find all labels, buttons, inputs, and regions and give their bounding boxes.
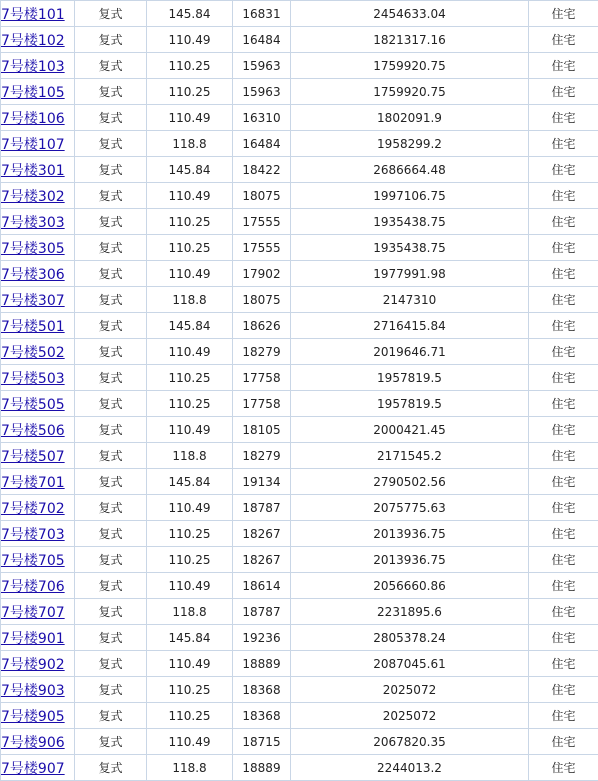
area-cell: 118.8 xyxy=(147,599,233,625)
unit-price-cell: 17758 xyxy=(233,365,291,391)
table-row xyxy=(1,261,598,287)
table-row xyxy=(1,599,598,625)
usage-cell: 住宅 xyxy=(529,703,598,729)
table-body xyxy=(1,1,598,781)
unit-cell[interactable] xyxy=(1,79,75,105)
table-row xyxy=(1,105,598,131)
table-row xyxy=(1,183,598,209)
table-row xyxy=(1,677,598,703)
unit-link[interactable]: 7号楼107 xyxy=(1,136,65,153)
table-row xyxy=(1,755,598,781)
unit-cell[interactable] xyxy=(1,443,75,469)
unit-price-cell: 18267 xyxy=(233,547,291,573)
area-cell: 110.49 xyxy=(147,105,233,131)
unit-price-cell: 18075 xyxy=(233,183,291,209)
unit-type-cell: 复式 xyxy=(75,131,147,157)
usage-cell: 住宅 xyxy=(529,573,598,599)
unit-cell[interactable] xyxy=(1,261,75,287)
table-row xyxy=(1,339,598,365)
unit-cell[interactable] xyxy=(1,521,75,547)
total-price-cell: 2716415.84 xyxy=(291,313,529,339)
total-price-cell: 2000421.45 xyxy=(291,417,529,443)
unit-type-cell: 复式 xyxy=(75,209,147,235)
usage-cell: 住宅 xyxy=(529,313,598,339)
table-row xyxy=(1,235,598,261)
total-price-cell: 2147310 xyxy=(291,287,529,313)
unit-cell[interactable] xyxy=(1,157,75,183)
unit-cell[interactable] xyxy=(1,391,75,417)
unit-type-cell: 复式 xyxy=(75,53,147,79)
usage-cell: 住宅 xyxy=(529,235,598,261)
area-cell: 110.49 xyxy=(147,729,233,755)
unit-link[interactable]: 7号楼702 xyxy=(1,500,65,517)
unit-link[interactable]: 7号楼101 xyxy=(1,6,65,23)
table-row xyxy=(1,469,598,495)
area-cell: 110.25 xyxy=(147,209,233,235)
total-price-cell: 1957819.5 xyxy=(291,391,529,417)
usage-cell: 住宅 xyxy=(529,729,598,755)
unit-price-cell: 18626 xyxy=(233,313,291,339)
unit-price-cell: 17555 xyxy=(233,209,291,235)
total-price-cell: 2805378.24 xyxy=(291,625,529,651)
area-cell: 110.49 xyxy=(147,27,233,53)
total-price-cell: 2686664.48 xyxy=(291,157,529,183)
unit-cell[interactable] xyxy=(1,27,75,53)
unit-link[interactable]: 7号楼306 xyxy=(1,266,65,283)
unit-price-cell: 18614 xyxy=(233,573,291,599)
unit-type-cell: 复式 xyxy=(75,235,147,261)
area-cell: 110.25 xyxy=(147,703,233,729)
total-price-cell: 1957819.5 xyxy=(291,365,529,391)
usage-cell: 住宅 xyxy=(529,1,598,27)
unit-link[interactable]: 7号楼301 xyxy=(1,162,65,179)
unit-link[interactable]: 7号楼707 xyxy=(1,604,65,621)
area-cell: 110.49 xyxy=(147,417,233,443)
usage-cell: 住宅 xyxy=(529,287,598,313)
area-cell: 145.84 xyxy=(147,157,233,183)
unit-price-cell: 15963 xyxy=(233,53,291,79)
table-row xyxy=(1,547,598,573)
unit-type-cell: 复式 xyxy=(75,365,147,391)
unit-cell[interactable] xyxy=(1,625,75,651)
unit-cell[interactable] xyxy=(1,599,75,625)
total-price-cell: 2075775.63 xyxy=(291,495,529,521)
usage-cell: 住宅 xyxy=(529,469,598,495)
unit-type-cell: 复式 xyxy=(75,625,147,651)
usage-cell: 住宅 xyxy=(529,157,598,183)
table-row xyxy=(1,27,598,53)
unit-type-cell: 复式 xyxy=(75,105,147,131)
unit-link[interactable]: 7号楼102 xyxy=(1,32,65,49)
unit-cell[interactable] xyxy=(1,365,75,391)
unit-cell[interactable] xyxy=(1,677,75,703)
unit-link[interactable]: 7号楼701 xyxy=(1,474,65,491)
unit-link[interactable]: 7号楼507 xyxy=(1,448,65,465)
usage-cell: 住宅 xyxy=(529,443,598,469)
usage-cell: 住宅 xyxy=(529,53,598,79)
unit-type-cell: 复式 xyxy=(75,755,147,781)
unit-type-cell: 复式 xyxy=(75,79,147,105)
total-price-cell: 1821317.16 xyxy=(291,27,529,53)
unit-cell[interactable] xyxy=(1,209,75,235)
table-row xyxy=(1,1,598,27)
total-price-cell: 2019646.71 xyxy=(291,339,529,365)
area-cell: 145.84 xyxy=(147,469,233,495)
unit-type-cell: 复式 xyxy=(75,157,147,183)
unit-price-cell: 19134 xyxy=(233,469,291,495)
unit-type-cell: 复式 xyxy=(75,1,147,27)
total-price-cell: 2171545.2 xyxy=(291,443,529,469)
unit-price-cell: 18368 xyxy=(233,703,291,729)
table-row xyxy=(1,495,598,521)
unit-cell[interactable] xyxy=(1,573,75,599)
usage-cell: 住宅 xyxy=(529,105,598,131)
total-price-cell: 2013936.75 xyxy=(291,547,529,573)
unit-type-cell: 复式 xyxy=(75,391,147,417)
unit-price-cell: 15963 xyxy=(233,79,291,105)
unit-price-cell: 18889 xyxy=(233,755,291,781)
usage-cell: 住宅 xyxy=(529,365,598,391)
unit-price-cell: 18279 xyxy=(233,443,291,469)
unit-link[interactable]: 7号楼106 xyxy=(1,110,65,127)
area-cell: 118.8 xyxy=(147,443,233,469)
table-row xyxy=(1,443,598,469)
unit-link[interactable]: 7号楼501 xyxy=(1,318,65,335)
usage-cell: 住宅 xyxy=(529,677,598,703)
unit-link[interactable]: 7号楼305 xyxy=(1,240,65,257)
usage-cell: 住宅 xyxy=(529,651,598,677)
unit-type-cell: 复式 xyxy=(75,469,147,495)
usage-cell: 住宅 xyxy=(529,599,598,625)
total-price-cell: 1802091.9 xyxy=(291,105,529,131)
unit-price-cell: 18075 xyxy=(233,287,291,313)
unit-price-cell: 16484 xyxy=(233,27,291,53)
table-row xyxy=(1,573,598,599)
table-row xyxy=(1,53,598,79)
unit-cell[interactable] xyxy=(1,469,75,495)
total-price-cell: 1759920.75 xyxy=(291,79,529,105)
area-cell: 145.84 xyxy=(147,1,233,27)
unit-price-cell: 18787 xyxy=(233,599,291,625)
unit-type-cell: 复式 xyxy=(75,339,147,365)
table-row xyxy=(1,625,598,651)
table-row xyxy=(1,313,598,339)
unit-price-cell: 18787 xyxy=(233,495,291,521)
usage-cell: 住宅 xyxy=(529,79,598,105)
unit-price-cell: 18422 xyxy=(233,157,291,183)
table-row xyxy=(1,703,598,729)
usage-cell: 住宅 xyxy=(529,261,598,287)
table-row xyxy=(1,417,598,443)
total-price-cell: 2013936.75 xyxy=(291,521,529,547)
total-price-cell: 2790502.56 xyxy=(291,469,529,495)
unit-price-cell: 18715 xyxy=(233,729,291,755)
unit-cell[interactable] xyxy=(1,131,75,157)
unit-price-cell: 18889 xyxy=(233,651,291,677)
unit-type-cell: 复式 xyxy=(75,677,147,703)
usage-cell: 住宅 xyxy=(529,417,598,443)
area-cell: 145.84 xyxy=(147,625,233,651)
unit-link[interactable]: 7号楼105 xyxy=(1,84,65,101)
area-cell: 110.49 xyxy=(147,495,233,521)
usage-cell: 住宅 xyxy=(529,209,598,235)
unit-price-cell: 17555 xyxy=(233,235,291,261)
total-price-cell: 2244013.2 xyxy=(291,755,529,781)
table-row xyxy=(1,287,598,313)
unit-cell[interactable] xyxy=(1,1,75,27)
unit-price-cell: 16831 xyxy=(233,1,291,27)
usage-cell: 住宅 xyxy=(529,755,598,781)
unit-price-cell: 18279 xyxy=(233,339,291,365)
area-cell: 110.25 xyxy=(147,391,233,417)
unit-cell[interactable] xyxy=(1,651,75,677)
total-price-cell: 1997106.75 xyxy=(291,183,529,209)
unit-type-cell: 复式 xyxy=(75,703,147,729)
unit-link[interactable]: 7号楼506 xyxy=(1,422,65,439)
unit-cell[interactable] xyxy=(1,755,75,781)
area-cell: 110.25 xyxy=(147,79,233,105)
unit-type-cell: 复式 xyxy=(75,261,147,287)
unit-cell[interactable] xyxy=(1,547,75,573)
usage-cell: 住宅 xyxy=(529,339,598,365)
table-row xyxy=(1,209,598,235)
unit-price-cell: 16484 xyxy=(233,131,291,157)
usage-cell: 住宅 xyxy=(529,547,598,573)
total-price-cell: 2231895.6 xyxy=(291,599,529,625)
area-cell: 110.49 xyxy=(147,651,233,677)
unit-cell[interactable] xyxy=(1,313,75,339)
unit-type-cell: 复式 xyxy=(75,417,147,443)
unit-cell[interactable] xyxy=(1,183,75,209)
table-row xyxy=(1,651,598,677)
unit-type-cell: 复式 xyxy=(75,573,147,599)
unit-link[interactable]: 7号楼502 xyxy=(1,344,65,361)
unit-cell[interactable] xyxy=(1,703,75,729)
unit-link[interactable]: 7号楼903 xyxy=(1,682,65,699)
unit-type-cell: 复式 xyxy=(75,521,147,547)
unit-type-cell: 复式 xyxy=(75,27,147,53)
area-cell: 110.49 xyxy=(147,183,233,209)
unit-price-cell: 17758 xyxy=(233,391,291,417)
unit-type-cell: 复式 xyxy=(75,313,147,339)
table-row xyxy=(1,131,598,157)
table-row xyxy=(1,365,598,391)
table-row xyxy=(1,157,598,183)
area-cell: 110.25 xyxy=(147,677,233,703)
unit-link[interactable]: 7号楼901 xyxy=(1,630,65,647)
usage-cell: 住宅 xyxy=(529,183,598,209)
total-price-cell: 1935438.75 xyxy=(291,235,529,261)
unit-link[interactable]: 7号楼103 xyxy=(1,58,65,75)
unit-link[interactable]: 7号楼906 xyxy=(1,734,65,751)
unit-type-cell: 复式 xyxy=(75,599,147,625)
area-cell: 110.49 xyxy=(147,261,233,287)
area-cell: 145.84 xyxy=(147,313,233,339)
usage-cell: 住宅 xyxy=(529,625,598,651)
unit-link[interactable]: 7号楼907 xyxy=(1,760,65,777)
area-cell: 110.25 xyxy=(147,365,233,391)
unit-link[interactable]: 7号楼706 xyxy=(1,578,65,595)
area-cell: 110.49 xyxy=(147,339,233,365)
table-row xyxy=(1,391,598,417)
table-row xyxy=(1,729,598,755)
unit-link[interactable]: 7号楼303 xyxy=(1,214,65,231)
unit-link[interactable]: 7号楼905 xyxy=(1,708,65,725)
unit-cell[interactable] xyxy=(1,53,75,79)
usage-cell: 住宅 xyxy=(529,495,598,521)
area-cell: 118.8 xyxy=(147,755,233,781)
unit-price-cell: 16310 xyxy=(233,105,291,131)
unit-type-cell: 复式 xyxy=(75,443,147,469)
area-cell: 110.25 xyxy=(147,53,233,79)
total-price-cell: 2025072 xyxy=(291,703,529,729)
total-price-cell: 2067820.35 xyxy=(291,729,529,755)
usage-cell: 住宅 xyxy=(529,27,598,53)
area-cell: 110.25 xyxy=(147,521,233,547)
unit-type-cell: 复式 xyxy=(75,287,147,313)
unit-type-cell: 复式 xyxy=(75,183,147,209)
usage-cell: 住宅 xyxy=(529,521,598,547)
unit-type-cell: 复式 xyxy=(75,651,147,677)
unit-link[interactable]: 7号楼307 xyxy=(1,292,65,309)
unit-price-cell: 17902 xyxy=(233,261,291,287)
unit-cell[interactable] xyxy=(1,287,75,313)
unit-link[interactable]: 7号楼505 xyxy=(1,396,65,413)
total-price-cell: 2087045.61 xyxy=(291,651,529,677)
unit-price-cell: 18368 xyxy=(233,677,291,703)
unit-link[interactable]: 7号楼902 xyxy=(1,656,65,673)
unit-link[interactable]: 7号楼302 xyxy=(1,188,65,205)
unit-type-cell: 复式 xyxy=(75,729,147,755)
area-cell: 118.8 xyxy=(147,131,233,157)
table-row xyxy=(1,521,598,547)
unit-price-cell: 18105 xyxy=(233,417,291,443)
total-price-cell: 1759920.75 xyxy=(291,53,529,79)
unit-cell[interactable] xyxy=(1,235,75,261)
area-cell: 110.25 xyxy=(147,547,233,573)
total-price-cell: 2025072 xyxy=(291,677,529,703)
unit-cell[interactable] xyxy=(1,729,75,755)
area-cell: 110.49 xyxy=(147,573,233,599)
unit-link[interactable]: 7号楼703 xyxy=(1,526,65,543)
unit-link[interactable]: 7号楼705 xyxy=(1,552,65,569)
unit-cell[interactable] xyxy=(1,495,75,521)
area-cell: 110.25 xyxy=(147,235,233,261)
unit-cell[interactable] xyxy=(1,105,75,131)
total-price-cell: 1977991.98 xyxy=(291,261,529,287)
unit-price-cell: 18267 xyxy=(233,521,291,547)
usage-cell: 住宅 xyxy=(529,391,598,417)
total-price-cell: 1958299.2 xyxy=(291,131,529,157)
table-row xyxy=(1,79,598,105)
unit-price-cell: 19236 xyxy=(233,625,291,651)
total-price-cell: 2454633.04 xyxy=(291,1,529,27)
unit-cell[interactable] xyxy=(1,417,75,443)
unit-type-cell: 复式 xyxy=(75,547,147,573)
unit-type-cell: 复式 xyxy=(75,495,147,521)
unit-cell[interactable] xyxy=(1,339,75,365)
area-cell: 118.8 xyxy=(147,287,233,313)
total-price-cell: 1935438.75 xyxy=(291,209,529,235)
total-price-cell: 2056660.86 xyxy=(291,573,529,599)
unit-link[interactable]: 7号楼503 xyxy=(1,370,65,387)
usage-cell: 住宅 xyxy=(529,131,598,157)
